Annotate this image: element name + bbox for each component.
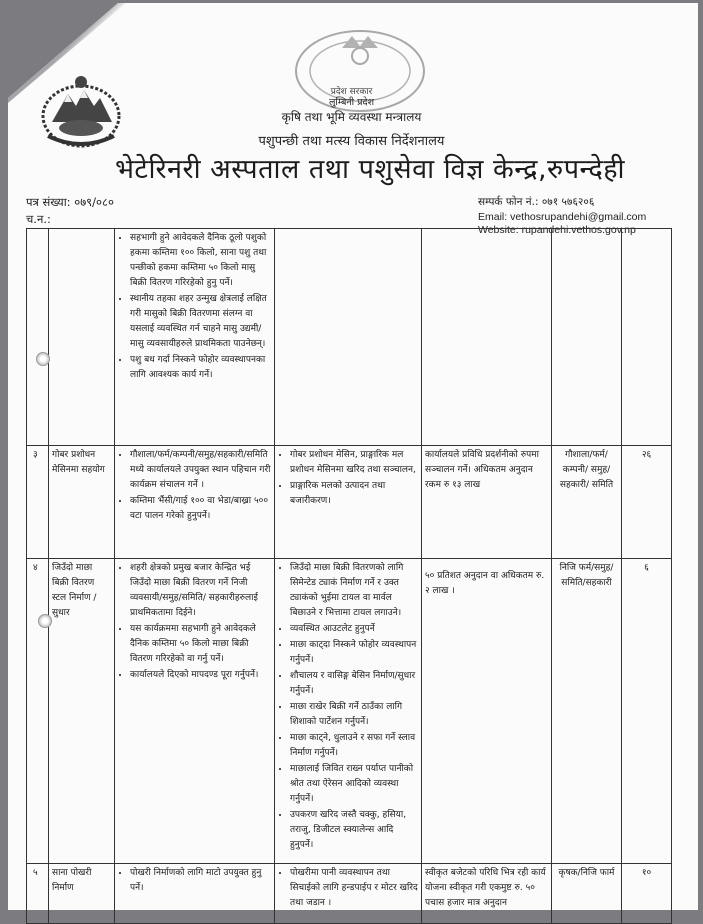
ministry-name: कृषि तथा भूमि व्यवस्था मन्त्रालय bbox=[281, 110, 422, 124]
ref-number: पत्र संख्या: ०७९/०८० bbox=[26, 195, 114, 209]
row-count bbox=[622, 229, 672, 446]
activity-item: • माछा काट्ने, धुलाउने र सफा गर्ने स्लाव निर्माण गर्नुपर्ने। bbox=[290, 731, 418, 761]
table-row bbox=[27, 446, 672, 559]
activity-item: • प्राङ्गारिक मलको उत्पादन तथा बजारीकरण। bbox=[290, 479, 418, 509]
criteria-item: • यस कार्यक्रममा सहभागी हुने आवेदकले दैनिक कम्तिमा ५० किलो माछा बिक्री वितरण गरिरहेको वा गर्नु पर्ने। bbox=[130, 622, 271, 667]
table-row bbox=[27, 229, 672, 446]
row-beneficiary: निजि फर्म/समुह/ समिति/सहकारी bbox=[552, 559, 622, 864]
criteria-item: • गौशाला/फर्म/कम्पनी/समुह/सहकारी/समिति मध्ये कार्यालयले उपयुक्त स्थान पहिचान गरी कार्यक्रम संचालन गर्ने । bbox=[130, 448, 271, 493]
criteria-item: • शहरी क्षेत्रको प्रमुख बजार केन्द्रित भई जिउँदो माछा बिक्री वितरण गर्ने निजी व्यवसायी/समुह/समिति/ सहकारीहरुलाई प्राथमिकतामा दिईने। bbox=[130, 561, 271, 621]
row-program-name: गोबर प्रशोधन मेसिनमा सहयोग bbox=[49, 446, 115, 559]
row-criteria bbox=[115, 559, 275, 864]
row-activities bbox=[275, 229, 422, 446]
row-grant: ५० प्रतिशत अनुदान वा अधिकतम रु. २ लाख । bbox=[422, 559, 552, 864]
row-beneficiary: कृषक/निजि फार्म bbox=[552, 864, 622, 924]
criteria-item: • कार्यालयले दिएको मापदण्ड पूरा गर्नुपर्ने। bbox=[130, 668, 271, 683]
table-row bbox=[27, 559, 672, 864]
row-sn: ५ bbox=[27, 864, 49, 924]
row-program-name: जिउँदो माछा बिक्री वितरण स्टल निर्माण /सुधार bbox=[49, 559, 115, 864]
activity-item: • उपकरण खरिद जस्तै चक्कु, हसिया, तराजु, डिजीटल स्क्यालेन्स आदि हुनुपर्ने। bbox=[290, 808, 418, 853]
punch-hole bbox=[36, 352, 50, 366]
row-activities bbox=[275, 446, 422, 559]
dispatch-number: च.न.: bbox=[26, 212, 51, 226]
row-sn: ४ bbox=[27, 559, 49, 864]
row-beneficiary bbox=[552, 229, 622, 446]
seal-text: प्रदेश सरकार bbox=[330, 87, 373, 97]
row-grant: कार्यालयले प्रविधि प्रदर्शनीको रुपमा सञ्चालन गर्ने। अधिकतम अनुदान रकम रु १३ लाख bbox=[422, 446, 552, 559]
row-activities bbox=[275, 559, 422, 864]
row-count: २६ bbox=[622, 446, 672, 559]
row-sn: ३ bbox=[27, 446, 49, 559]
criteria-item: • कम्तिमा भैंसी/गाई १०० वा भेडा/बाख्रा ५०० वटा पालन गरेको हुनुपर्ने। bbox=[130, 494, 271, 524]
activity-item: • पोखरीमा पानी व्यवस्थापन तथा सिचाईको लागि हन्डपाईप र मोटर खरिद तथा जडान । bbox=[290, 866, 418, 911]
row-grant: स्वीकृत बजेटको परिधि भित्र रही कार्य योजना स्वीकृत गरी एकमुष्ट रु. ५० पचास हजार मात्र अनुदान bbox=[422, 864, 552, 924]
row-activities bbox=[275, 864, 422, 924]
row-sn bbox=[27, 229, 49, 446]
page-title: भेटेरिनरी अस्पताल तथा पशुसेवा विज्ञ केन्द्र,रुपन्देही bbox=[114, 154, 626, 185]
activity-item: • माछा राखेर बिक्री गर्ने ठाउँका लागि शिशाको पार्टेशन गर्नुपर्ने। bbox=[290, 700, 418, 730]
activity-item: • व्यवस्थित आउटलेट हुनुपर्ने bbox=[290, 622, 418, 637]
row-program-name bbox=[49, 229, 115, 446]
row-count: ६ bbox=[622, 559, 672, 864]
criteria-item: • सहभागी हुने आवेदकले दैनिक ठूलो पशुको हकमा कम्तिमा १०० किलो, साना पशु तथा पन्छीको हकमा कम्तिमा ५० किलो मासु बिक्री वितरण गरिरहेको हुनु पर्ने। bbox=[130, 231, 271, 291]
punch-hole bbox=[38, 614, 52, 628]
row-beneficiary: गौशाला/फर्म/कम्पनी/ समुह/सहकारी/ समिति bbox=[552, 446, 622, 559]
criteria-item: • पोखरी निर्माणको लागि माटो उपयुक्त हुनु पर्ने। bbox=[130, 866, 271, 896]
activity-item: • शौचालय र वासिङ्ग बेसिन निर्माण/सुधार गर्नुपर्ने। bbox=[290, 669, 418, 699]
row-criteria bbox=[115, 864, 275, 924]
activity-item: • माछालाई जिवित राख्न पर्याप्त पानीको श्रोत तथा ऐरेसन आदिको व्यवस्था गर्नुपर्ने। bbox=[290, 762, 418, 807]
row-count: १० bbox=[622, 864, 672, 924]
row-criteria bbox=[115, 229, 275, 446]
phone-number: सम्पर्क फोन नं.: ०७१ ५७६२०६ bbox=[478, 196, 595, 208]
activity-item: • जिउँदो माछा बिक्री वितरणको लागि सिमेन्टेड ट्याकं निर्माण गर्ने र उक्त ट्याकंको भुईमा टायल वा मार्वल बिछाउने र भित्तामा टायल लगाउने। bbox=[290, 561, 418, 621]
row-grant bbox=[422, 229, 552, 446]
email-address: Email: vethosrupandehi@gmail.com bbox=[478, 211, 647, 223]
row-program-name: साना पोखरी निर्माण bbox=[49, 864, 115, 924]
program-table bbox=[26, 228, 672, 924]
row-criteria bbox=[115, 446, 275, 559]
website-address: Website: rupandehi.vethos.gov.np bbox=[478, 224, 636, 236]
criteria-item: • पशु बध गर्दा निस्कने फोहोर व्यवस्थापनका लागि आवश्यक कार्य गर्ने। bbox=[130, 353, 271, 383]
activity-item: • माछा काट्दा निस्कने फोहोर व्यवस्थापन गर्नुपर्ने। bbox=[290, 638, 418, 668]
activity-item: • गोबर प्रशोधन मेसिन, प्राङ्गारिक मल प्रशोधन मेसिनमा खरिद तथा सञ्चालन, bbox=[290, 448, 418, 478]
ministry-province: लुम्बिनी प्रदेश bbox=[328, 97, 375, 108]
table-row bbox=[27, 864, 672, 924]
directorate-name: पशुपन्छी तथा मत्स्य विकास निर्देशनालय bbox=[258, 134, 445, 149]
criteria-item: • स्थानीय तहका शहर उन्मुख क्षेत्रलाई लक्षित गरी मासुको बिक्री वितरणमा संलग्न वा यसलाई व्यवस्थित गर्न चाहने मासु उद्यमी/मासु व्यवसायीहरुले प्राथमिकता पाउनेछन्। bbox=[130, 292, 271, 352]
